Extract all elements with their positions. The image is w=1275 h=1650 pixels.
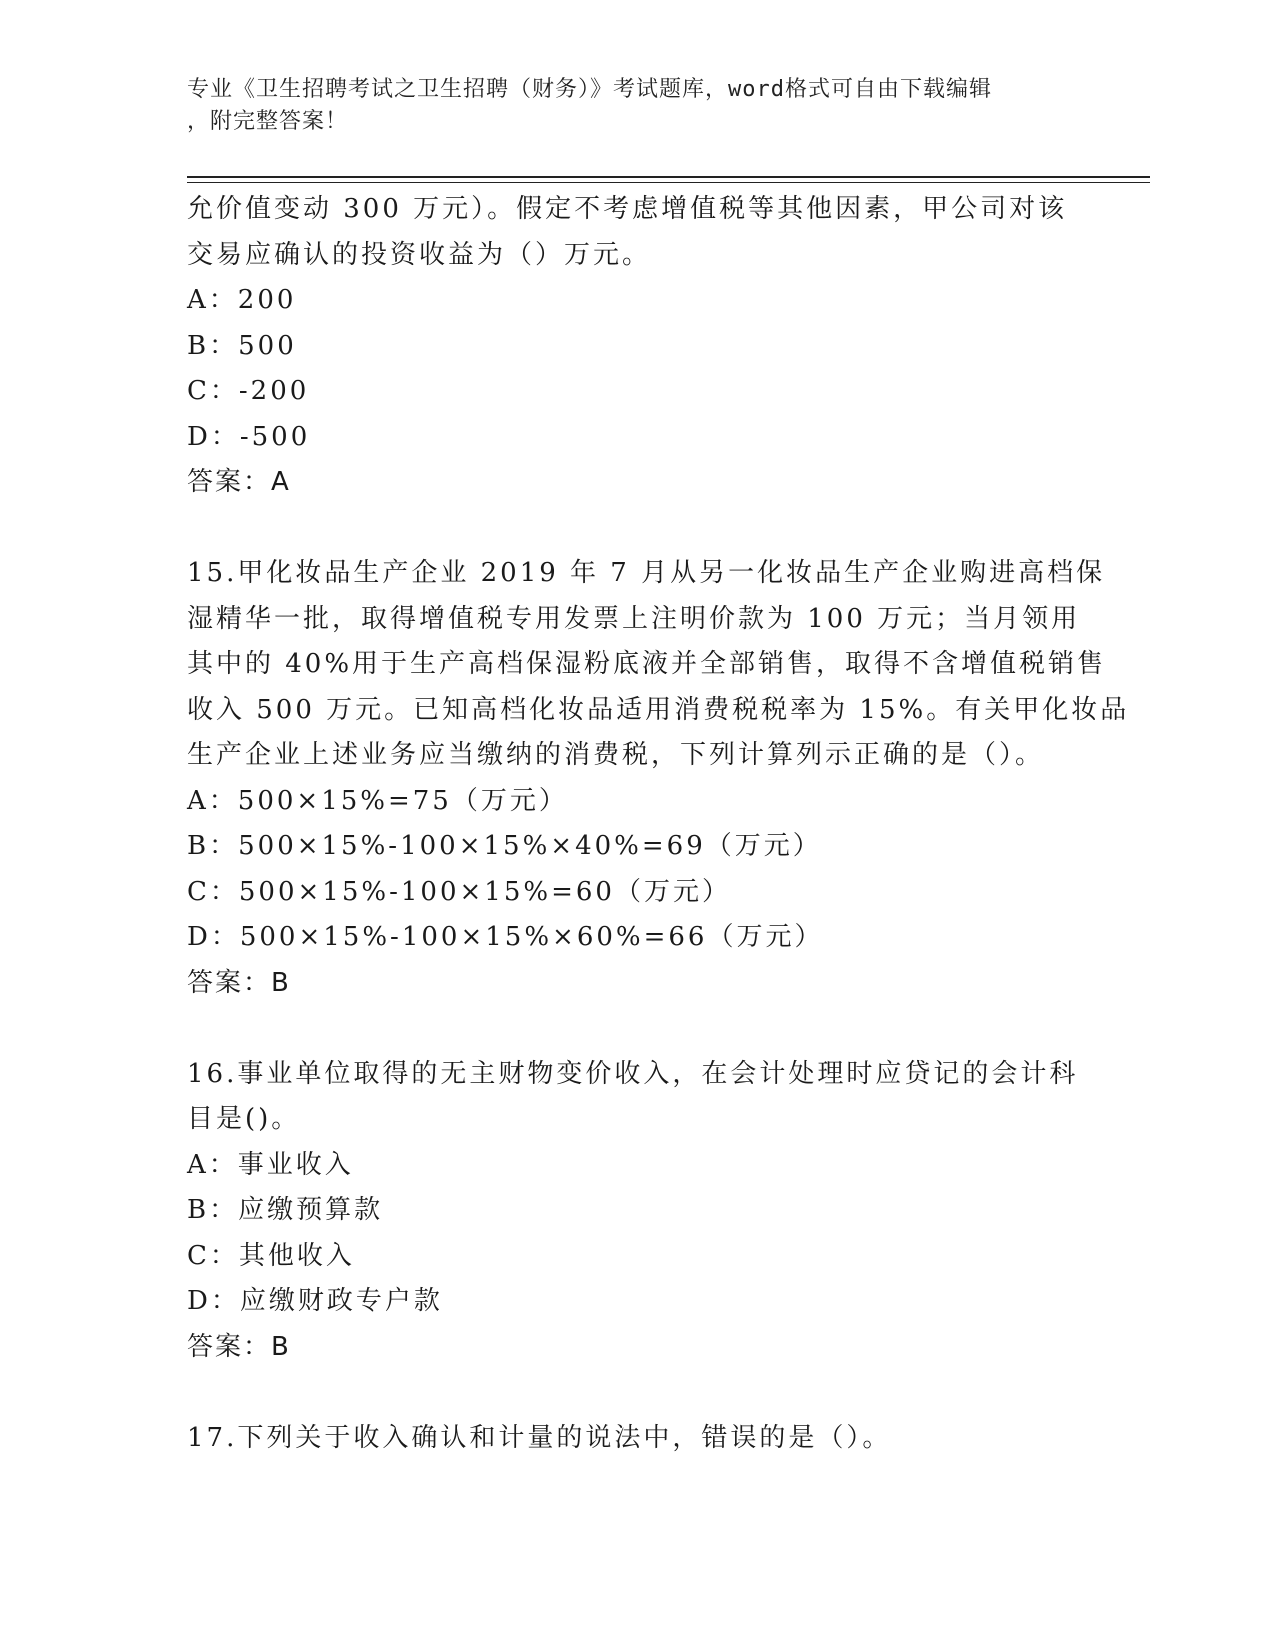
option-d: D：-500 xyxy=(187,421,311,452)
question-14-continuation xyxy=(187,187,1087,506)
question-text-line: 16.事业单位取得的无主财物变价收入，在会计处理时应贷记的会计科 xyxy=(187,1058,1079,1089)
question-15 xyxy=(187,551,1130,1006)
question-16 xyxy=(187,1052,1087,1371)
option-c: C：-200 xyxy=(187,376,310,406)
header-line-1: 专业《卫生招聘考试之卫生招聘（财务）》考试题库，word格式可自由下载编辑 xyxy=(187,77,992,102)
option-a: A：500×15%=75（万元） xyxy=(187,785,568,816)
option-a: A：200 xyxy=(187,285,297,315)
option-c: C：其他收入 xyxy=(187,1240,355,1271)
option-c: C：500×15%-100×15%=60（万元） xyxy=(187,876,731,907)
question-text-line: 收入 500 万元。已知高档化妆品适用消费税税率为 15%。有关甲化妆品 xyxy=(187,694,1130,725)
header-divider-thick xyxy=(187,176,1150,178)
header-line-2: ，附完整答案！ xyxy=(187,109,349,134)
answer-line: 答案：B xyxy=(187,967,291,998)
question-text-line: 允价值变动 300 万元）。假定不考虑增值税等其他因素，甲公司对该 xyxy=(187,194,1068,224)
option-b: B：500 xyxy=(187,330,297,361)
question-text-line: 生产企业上述业务应当缴纳的消费税，下列计算列示正确的是（）。 xyxy=(187,740,1045,770)
option-b: B：应缴预算款 xyxy=(187,1195,384,1225)
question-text-line: 17.下列关于收入确认和计量的说法中，错误的是（）。 xyxy=(187,1422,892,1453)
question-text-line: 湿精华一批，取得增值税专用发票上注明价款为 100 万元；当月领用 xyxy=(187,603,1081,634)
header-divider-thin xyxy=(187,182,1150,183)
option-d: D：应缴财政专户款 xyxy=(187,1286,443,1316)
question-text-line: 目是()。 xyxy=(187,1104,301,1134)
option-a: A：事业收入 xyxy=(187,1149,354,1180)
spacer xyxy=(187,506,1087,552)
option-b: B：500×15%-100×15%×40%=69（万元） xyxy=(187,831,822,861)
document-header xyxy=(187,74,1067,138)
answer-line: 答案：B xyxy=(187,1331,291,1362)
answer-line: 答案：A xyxy=(187,467,291,497)
question-text-line: 其中的 40%用于生产高档保湿粉底液并全部销售，取得不含增值税销售 xyxy=(187,649,1107,679)
spacer xyxy=(187,1006,1087,1052)
question-text-line: 交易应确认的投资收益为（）万元。 xyxy=(187,239,652,270)
question-text-line: 15.甲化妆品生产企业 2019 年 7 月从另一化妆品生产企业购进高档保 xyxy=(187,558,1106,588)
document-body xyxy=(187,187,1130,1461)
spacer xyxy=(187,1370,1087,1416)
question-17 xyxy=(187,1416,1087,1462)
option-d: D：500×15%-100×15%×60%=66（万元） xyxy=(187,922,824,952)
